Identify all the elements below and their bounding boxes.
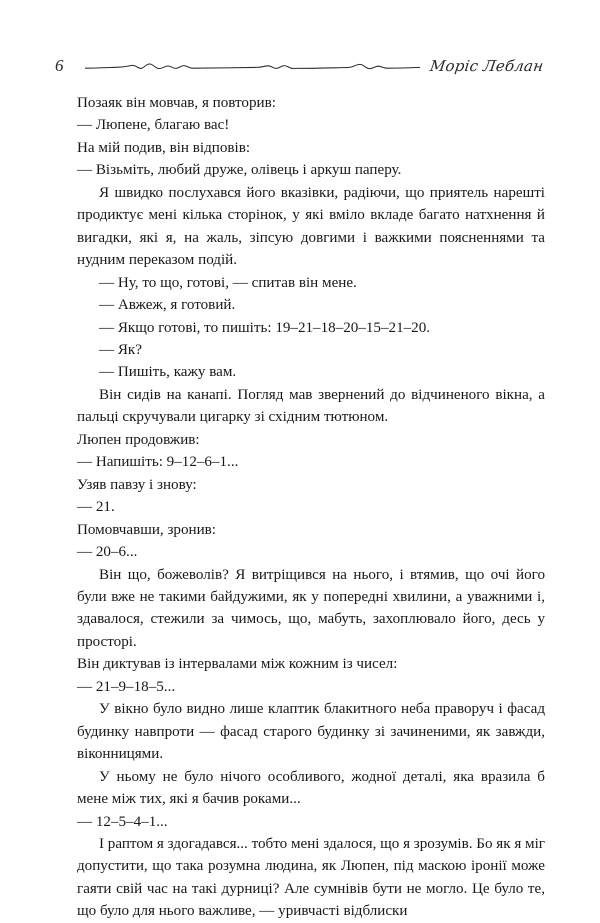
dialogue-line: — Якщо готові, то пишіть: 19–21–18–20–15–21–20. xyxy=(99,319,431,336)
dialogue-line: — 20–6... xyxy=(77,544,138,561)
dialogue-line: Люпен продовжив: xyxy=(77,431,200,448)
dialogue-line: Помовчавши, зронив: xyxy=(77,521,217,538)
dialogue-line: — Люпене, благаю вас! xyxy=(77,117,230,134)
paragraph: У ньому не було нічого особливого, жодної деталі, яка вразила б мене між тих, які я бачив роками... xyxy=(77,768,545,808)
paragraph: У вікно було видно лише клаптик блакитного неба праворуч і фасад будинку навпроти — фасад старого будинку зі зачиненими, як завжди, віконницями. xyxy=(77,701,545,763)
dialogue-line: — Візьміть, любий друже, олівець і аркуш паперу. xyxy=(77,162,402,179)
paragraph: Він сидів на канапі. Погляд мав звернений до відчиненого вікна, а пальці скручували цигарку зі східним тютюном. xyxy=(77,386,545,426)
dialogue-line: — 12–5–4–1... xyxy=(77,813,168,830)
dialogue-line: — Пишіть, кажу вам. xyxy=(99,364,237,381)
dialogue-line: — 21. xyxy=(77,499,115,516)
dialogue-line: — Напишіть: 9–12–6–1... xyxy=(77,454,239,471)
dialogue-line: На мій подив, він відповів: xyxy=(77,139,251,156)
paragraph: І раптом я здогадався... тобто мені здалося, що я зрозумів. Бо як я міг допустити, що така розумна людина, як Люпен, під маскою іронії може гаяти свій час на такі дурниці? Але сумнівів бути не могло. Це було те, що було для нього важливе, — уривчасті відблиски xyxy=(77,835,545,920)
dialogue-line: — 21–9–18–5... xyxy=(77,678,176,695)
body-text xyxy=(77,92,545,923)
page-number: 6 xyxy=(55,56,64,75)
dialogue-line: — Як? xyxy=(99,341,142,358)
paragraph: Я швидко послухався його вказівки, радіючи, що приятель нарешті продиктує мені кілька сторінок, у які вміло вкладе багато натхнення й вигадки, які я, на жаль, зіпсую довгими і важкими поясненнями та нудним переказом подій. xyxy=(77,184,545,269)
dialogue-line: — Авжеж, я готовий. xyxy=(99,297,236,314)
dialogue-line: Узяв павзу і знову: xyxy=(77,476,197,493)
dialogue-line: Він диктував із інтервалами між кожним із чисел: xyxy=(77,656,398,673)
running-head xyxy=(55,50,545,82)
author-name: Моріс Леблан xyxy=(428,56,545,75)
paragraph: Він що, божеволів? Я витріщився на нього, і втямив, що очі його були вже не такими байдужими, як у попередні хвилини, а уважними і, здавалося, стежили за чимось, що, мабуть, захоплювало його, десь у просторі. xyxy=(77,566,545,650)
dialogue-line: Позаяк він мовчав, я повторив: xyxy=(77,95,276,111)
ornamental-rule-icon xyxy=(85,55,420,77)
dialogue-line: — Ну, то що, готові, — спитав він мене. xyxy=(99,274,357,291)
